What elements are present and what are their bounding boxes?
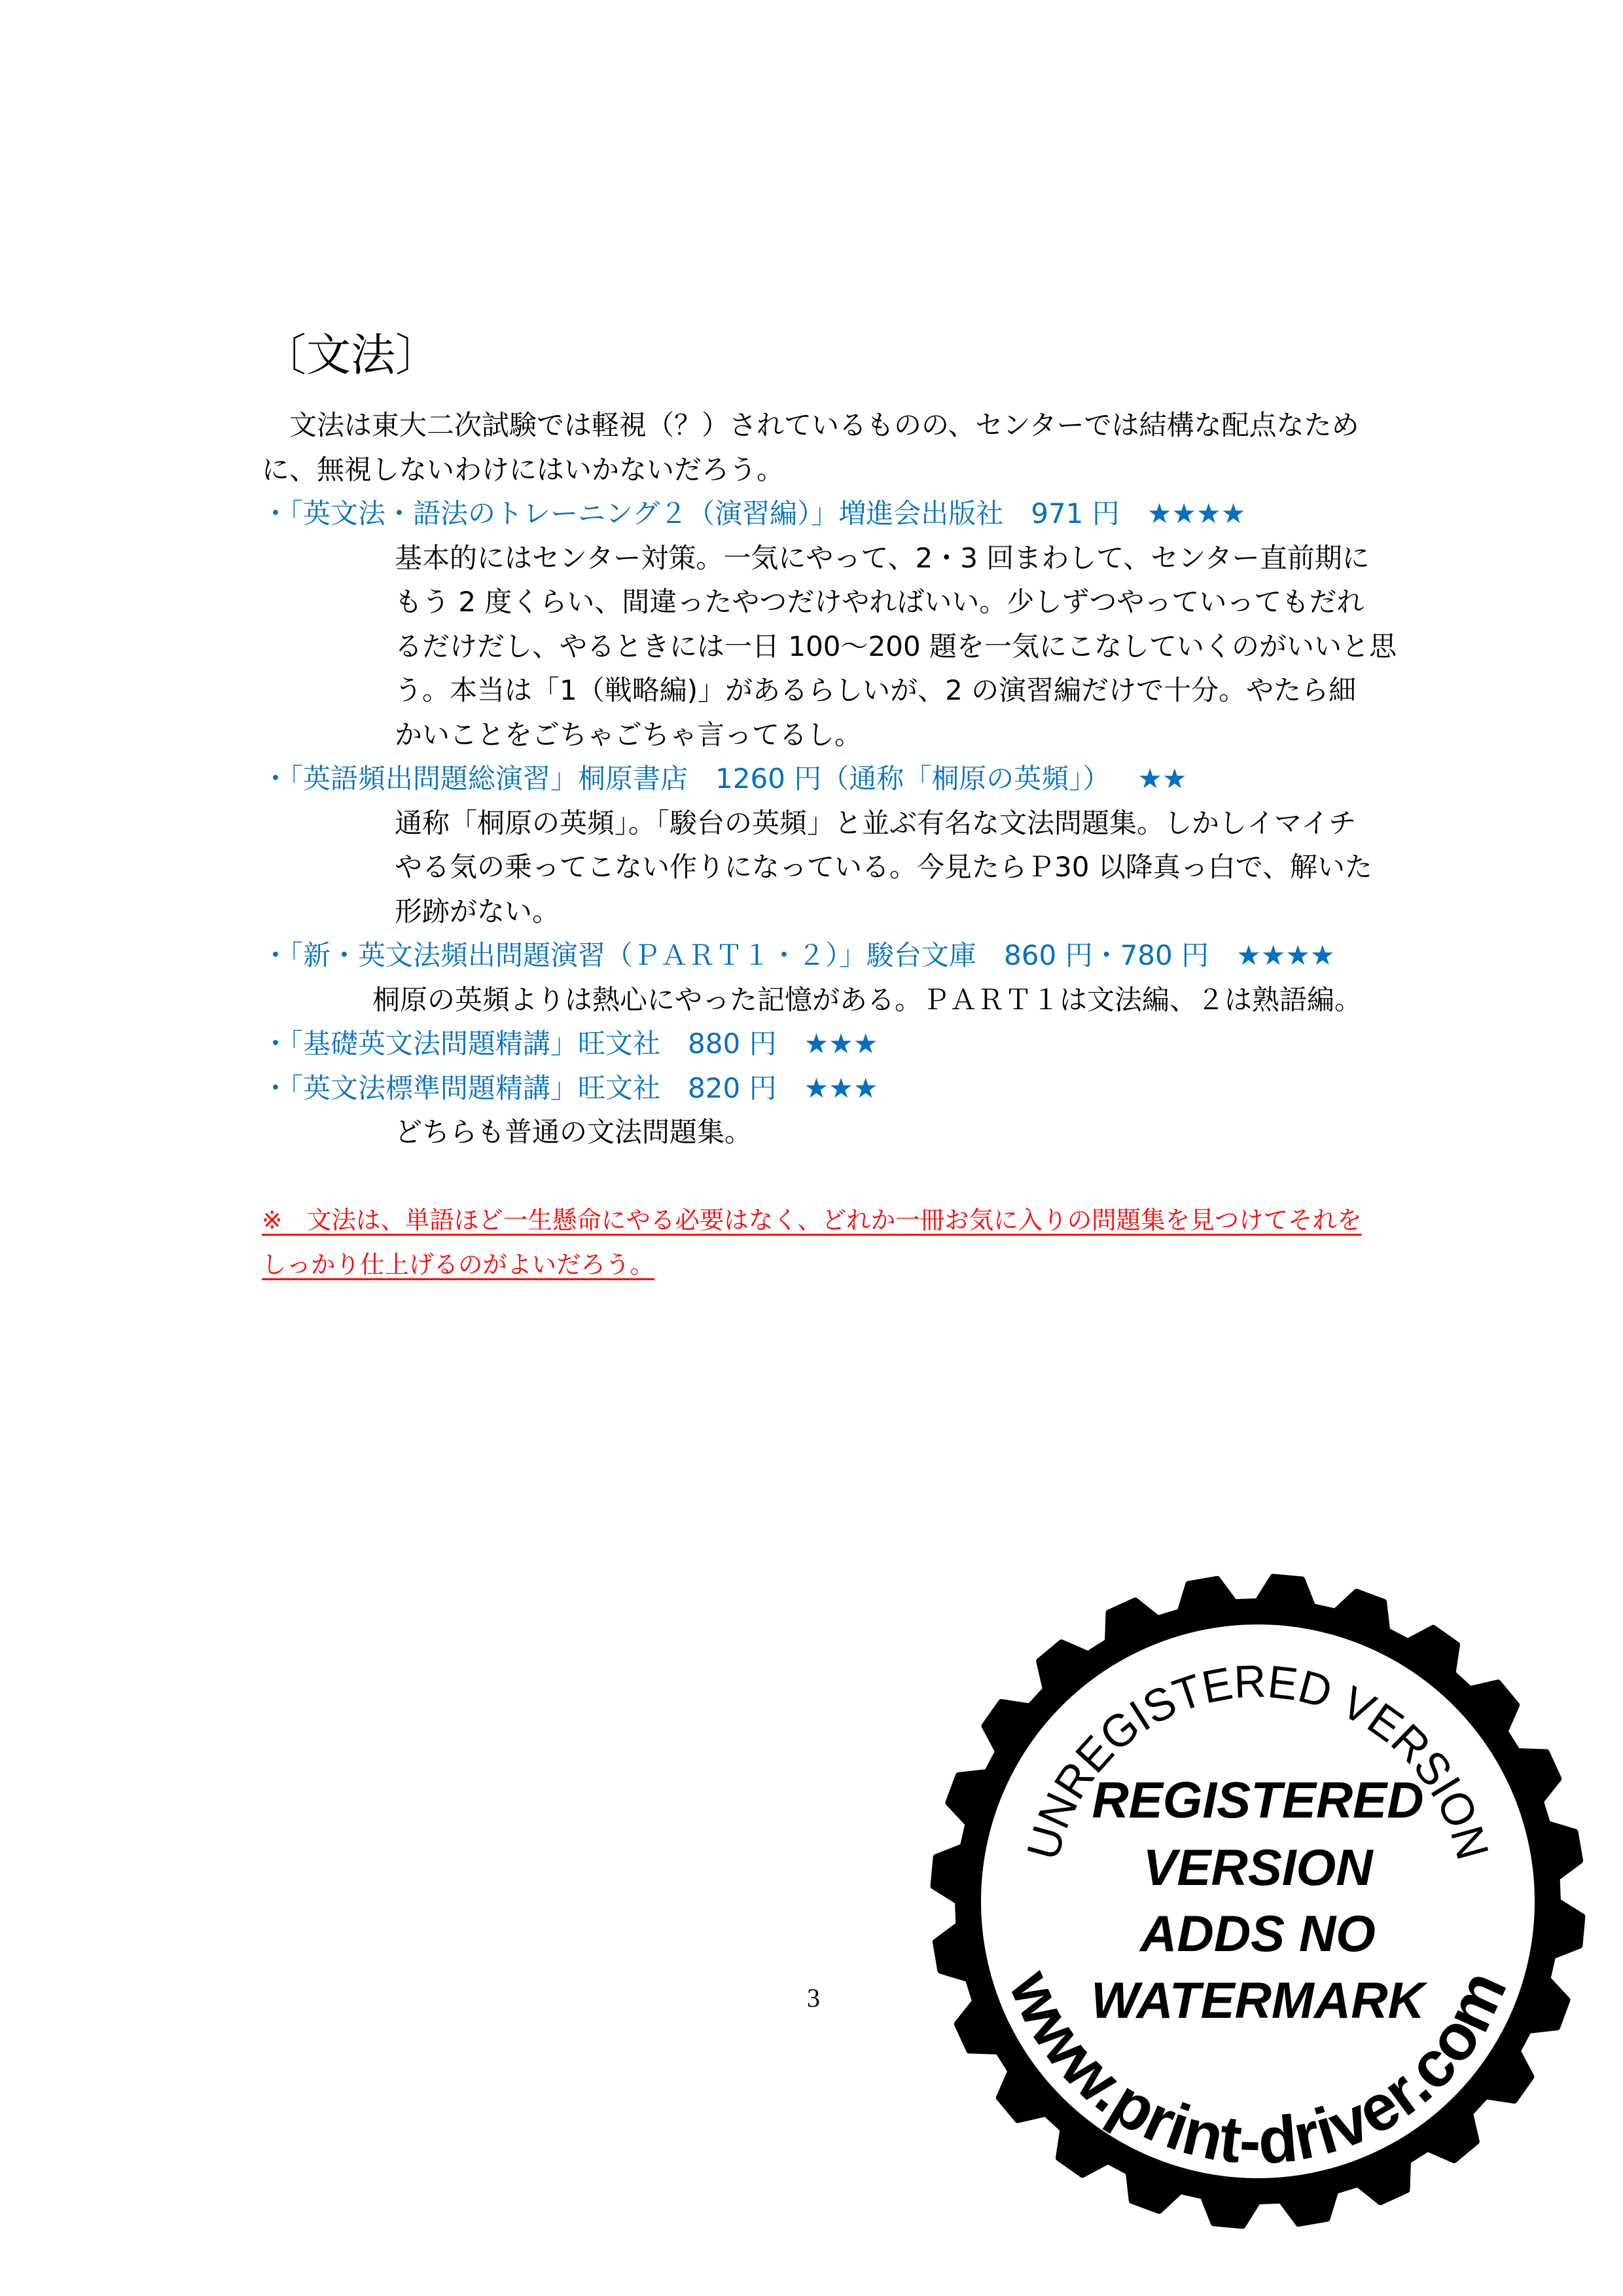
note-line [262,1243,1414,1287]
book-comment-line: 桐原の英頻よりは熱心にやった記憶がある。ＰＡＲＴ１は文法編、２は熟語編。 [372,983,1363,1016]
book-alias: （通称「桐原の英頻」） [821,762,1111,795]
book-bullet: ・ [262,1071,290,1104]
book-entry [262,757,1414,801]
book-publisher: 旺文社 [578,1071,661,1104]
book-rating: ★★★ [804,1071,878,1104]
book-comment-line: やる気の乗ってこない作りになっている。今見たらＰ30 以降真っ白で、解いた [395,851,1372,883]
watermark-center-line: ADDS NO [1140,1905,1376,1962]
book-publisher: 桐原書店 [578,762,688,795]
watermark-url-text-path: www.print-driver.com [995,1958,1522,2179]
book-title: 「英文法標準問題精講」 [289,1071,579,1104]
book-rating: ★★★ [804,1028,878,1060]
section-heading: 〔文法〕 [262,330,440,382]
section-body [262,403,1414,1287]
book-comment-line: もう 2 度くらい、間違ったやつだけやればいい。少しずつやっていってもだれ [395,586,1364,618]
book-entry [262,933,1414,978]
book-entry [262,1066,1414,1111]
book-comment-line: う。本当は「1（戦略編)」があるらしいが、2 の演習編だけで十分。やたら細 [395,674,1357,706]
book-entry [262,492,1414,536]
watermark-stamp [898,1541,1618,2261]
book-comment-line: 通称「桐原の英頻」。「駿台の英頻」と並ぶ有名な文法問題集。しかしイマイチ [395,806,1357,839]
watermark-center-line: VERSION [1143,1839,1373,1896]
watermark-center-line: REGISTERED [1092,1771,1424,1829]
page-number: 3 [807,1983,820,2013]
book-price: 880 円 [688,1028,777,1060]
book-comment-line: 基本的にはセンター対策。一気にやって、2・3 回まわして、センター直前期に [395,541,1370,574]
book-publisher: 増進会出版社 [838,497,1004,529]
book-bullet: ・ [262,939,290,971]
book-price: 860 円・780 円 [1004,939,1209,971]
book-title: 「英語頻出問題総演習」 [289,762,579,795]
book-title: 「新・英文法頻出問題演習（ＰＡＲＴ１・２）」 [289,939,867,971]
book-comment-line: どちらも普通の文法問題集。 [395,1116,753,1148]
intro-line: に、無視しないわけにはいかないだろう。 [262,453,785,486]
book-price: 1260 円 [715,762,822,795]
book-title: 「基礎英文法問題精講」 [289,1028,579,1060]
book-rating: ★★★★ [1236,939,1335,971]
book-entry [262,1022,1414,1066]
book-publisher: 駿台文庫 [866,939,977,971]
book-price: 820 円 [688,1071,777,1104]
book-comment-line: かいことをごちゃごちゃ言ってるし。 [395,718,863,751]
watermark-center-line: WATERMARK [1091,1971,1425,2029]
watermark-top-text-path: UNREGISTERED VERSION [1017,1655,1499,1866]
book-rating: ★★★★ [1147,497,1246,529]
book-rating: ★★ [1137,762,1187,795]
book-price: 971 円 [1031,497,1120,529]
book-comment-line: るだけだし、やるときには一日 100～200 題を一気にこなしていくのがいいと思 [395,630,1397,662]
book-comment-line: 形跡がない。 [395,895,560,927]
intro-line: 文法は東大二次試験では軽視（？）されているものの、センターでは結構な配点なため [262,409,1359,441]
book-title: 「英文法・語法のトレーニング２（演習編）」 [289,497,839,529]
book-bullet: ・ [262,497,290,529]
book-publisher: 旺文社 [578,1028,661,1060]
note-text: ※ 文法は、単語ほど一生懸命にやる必要はなく、どれか一冊お気に入りの問題集を見つけてそれを [262,1206,1362,1234]
book-bullet: ・ [262,762,290,795]
book-bullet: ・ [262,1028,290,1060]
blank-line [262,1155,1414,1199]
note-line [262,1198,1414,1243]
note-text: しっかり仕上げるのがよいだろう。 [262,1249,654,1279]
